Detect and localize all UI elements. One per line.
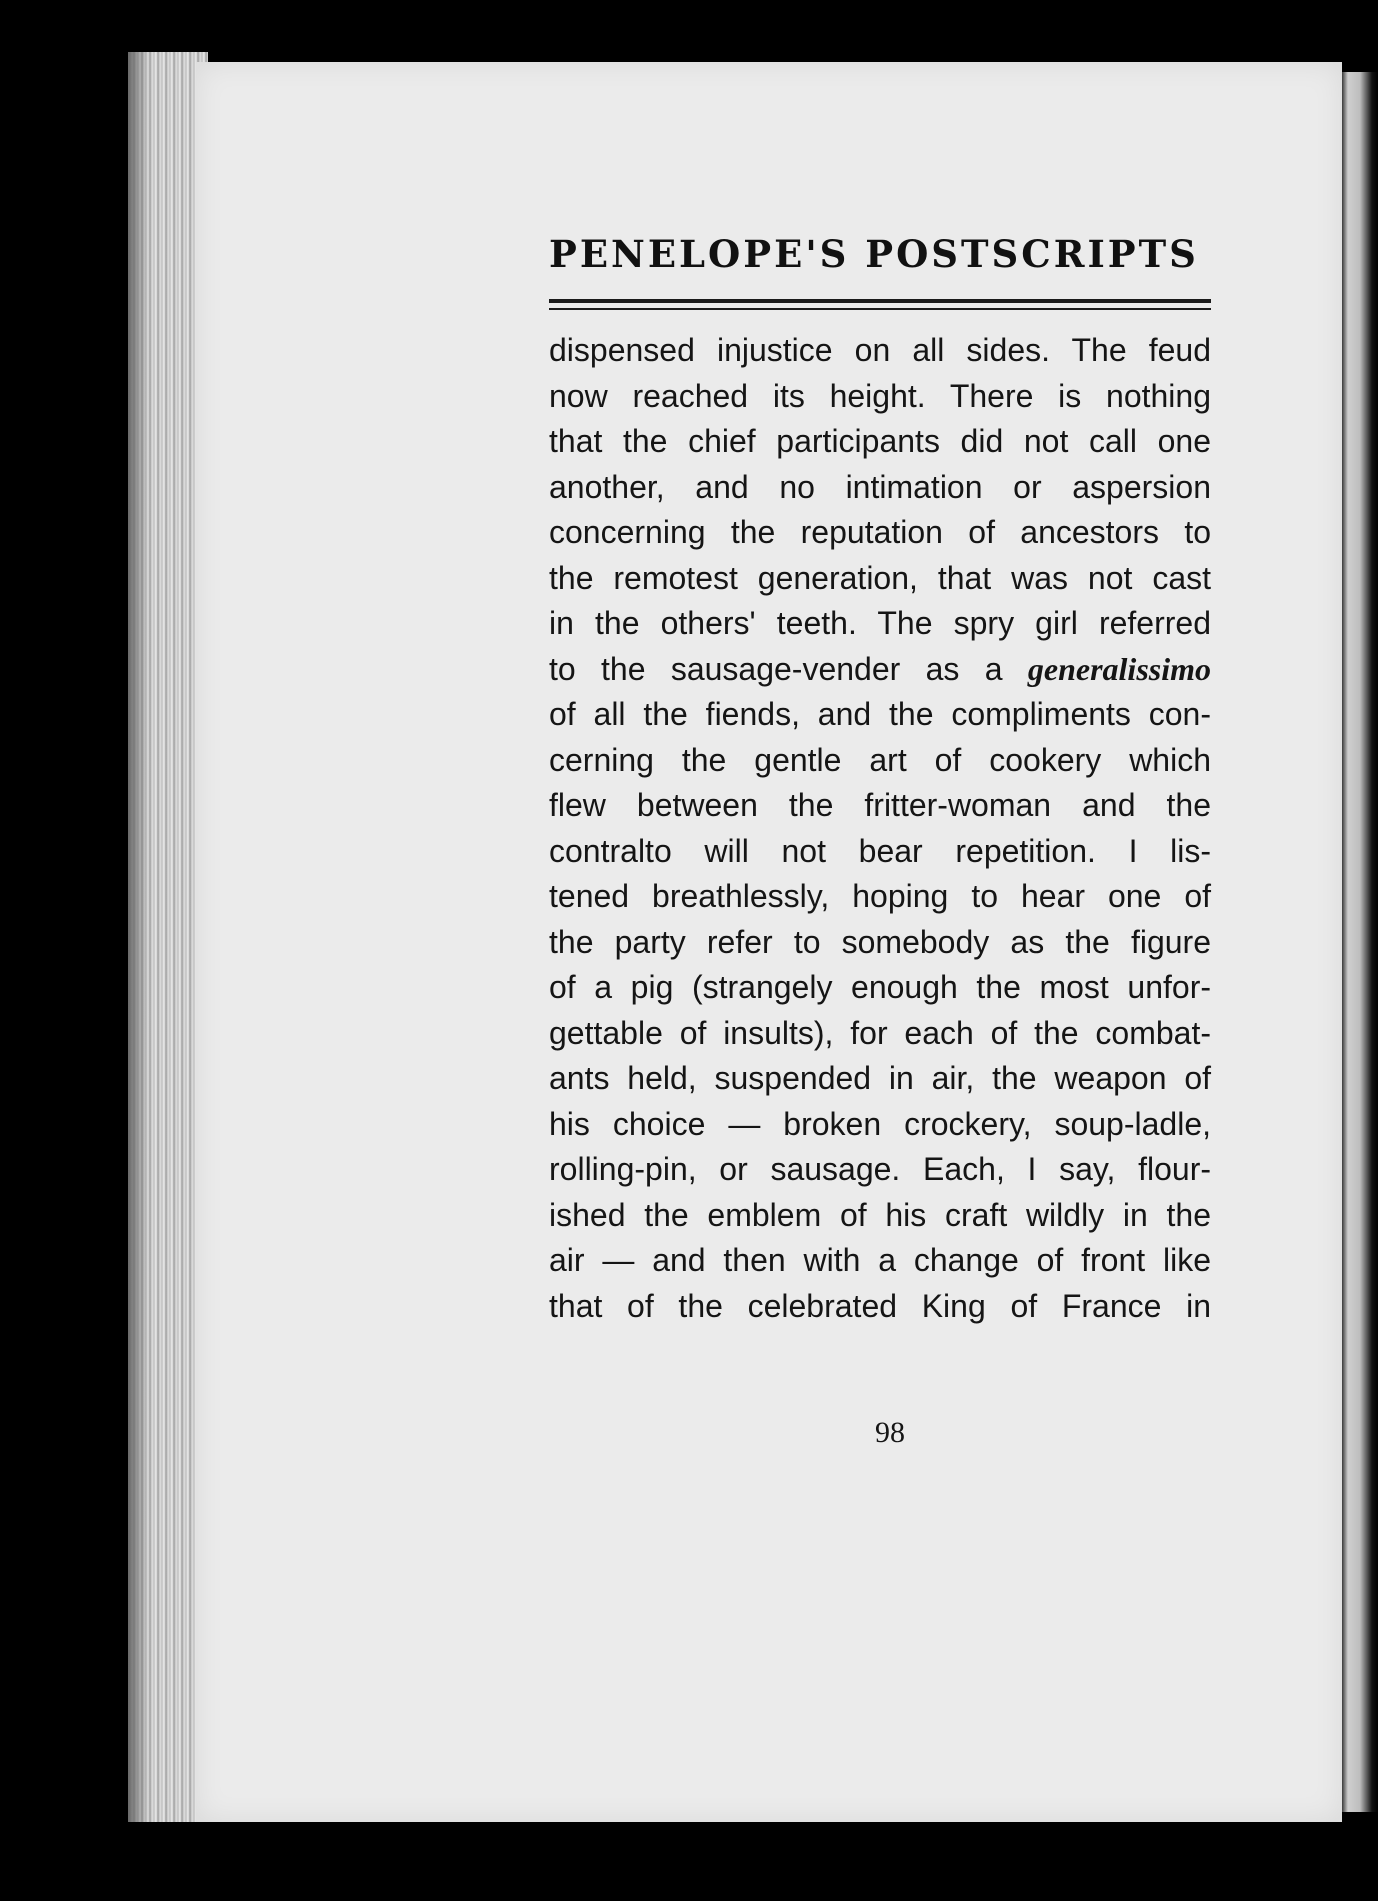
running-head: PENELOPE'S POSTSCRIPTS: [549, 232, 1199, 276]
header-rule-thin: [549, 308, 1211, 310]
text-line: concerning the reputation of ancestors to: [549, 514, 1211, 550]
text-line: ished the emblem of his craft wildly in the: [549, 1196, 1211, 1233]
text-line: dispensed injustice on all sides. The feud: [549, 332, 1211, 368]
text-line: ants held, suspended in air, the weapon of: [549, 1060, 1211, 1096]
text-line-with-italic: [549, 647, 1211, 693]
binding-shadow: [128, 52, 150, 1822]
italic-word: generalissimo: [1027, 650, 1211, 687]
text-line: that the chief participants did not call one: [549, 423, 1211, 459]
header-rule-thick: [549, 299, 1211, 303]
text-line: now reached its height. There is nothing: [549, 377, 1211, 414]
text-line: gettable of insults), for each of the combat-: [549, 1014, 1211, 1051]
text-line: tened breathlessly, hoping to hear one of: [549, 878, 1211, 914]
body-text: [549, 328, 1211, 1329]
text-line: flew between the fritter-woman and the: [549, 787, 1211, 823]
text-line: cerning the gentle art of cookery which: [549, 741, 1211, 778]
text-line: the party refer to somebody as the figure: [549, 923, 1211, 960]
text-line: air — and then with a change of front like: [549, 1242, 1211, 1278]
page-number: 98: [875, 1416, 905, 1449]
text-fragment: to the sausage-vender as a: [549, 650, 1028, 687]
text-line: of all the fiends, and the compliments con-: [549, 696, 1211, 732]
text-line: in the others' teeth. The spry girl referred: [549, 605, 1211, 641]
text-line: the remotest generation, that was not cast: [549, 559, 1211, 596]
text-line: rolling-pin, or sausage. Each, I say, flour-: [549, 1151, 1211, 1187]
text-line: his choice — broken crockery, soup-ladle,: [549, 1105, 1211, 1142]
text-line: contralto will not bear repetition. I lis-: [549, 832, 1211, 869]
text-line: that of the celebrated King of France in: [549, 1287, 1211, 1324]
adjacent-page-edge: [1342, 72, 1378, 1812]
text-line: of a pig (strangely enough the most unfor-: [549, 969, 1211, 1005]
text-line: another, and no intimation or aspersion: [549, 468, 1211, 505]
